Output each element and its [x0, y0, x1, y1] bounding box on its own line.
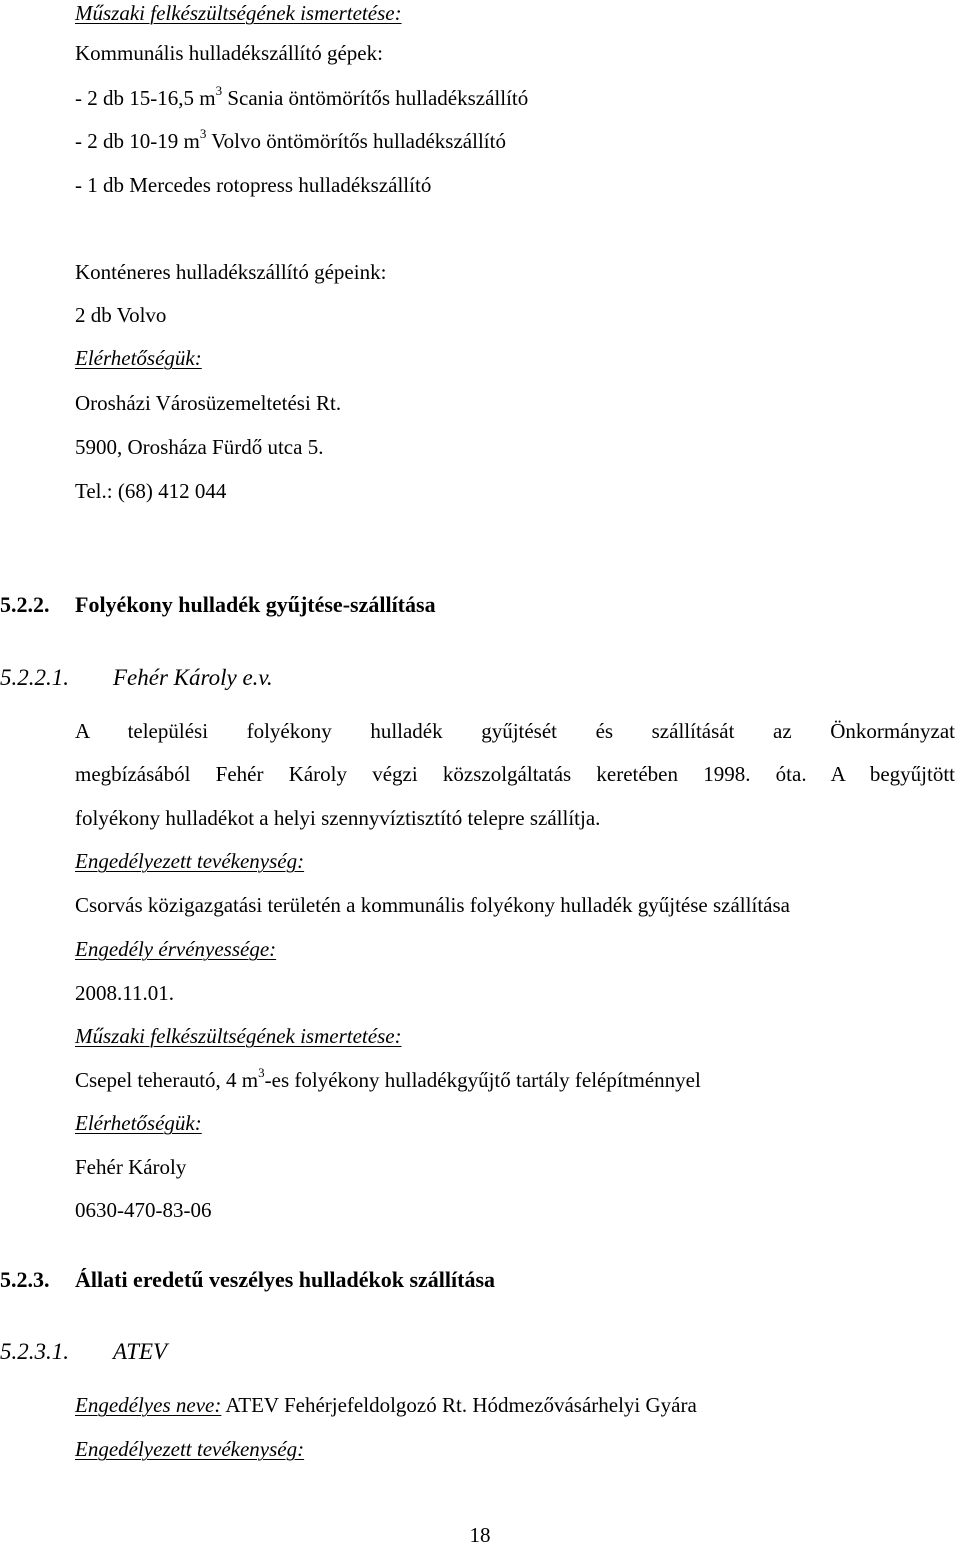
company-name: Orosházi Városüzemeltetési Rt. — [75, 391, 342, 415]
machine-item-2 — [75, 128, 506, 154]
csepel-sup: 3 — [258, 1065, 265, 1080]
section-title: Állati eredetű veszélyes hulladékok szállítása — [75, 1267, 496, 1292]
machine-1-post: Scania öntömörítős hulladékszállító — [222, 86, 529, 110]
company-address: 5900, Orosháza Fürdő utca 5. — [75, 435, 324, 459]
contact-heading-2: Elérhetőségük: — [75, 1111, 202, 1135]
section-heading-523 — [0, 1267, 495, 1293]
subsection-number: 5.2.3.1. — [0, 1339, 69, 1364]
subsection-title: ATEV — [113, 1339, 168, 1364]
vehicle-description — [75, 1067, 701, 1093]
paragraph-line-2: megbízásából Fehér Károly végzi közszolgáltatás keretében 1998. óta. A begyűjtött — [75, 762, 955, 786]
tech-heading-1: Műszaki felkészültségének ismertetése: — [75, 1, 402, 25]
machine-1-sup: 3 — [215, 83, 223, 98]
section-heading-522 — [0, 592, 436, 618]
machine-2-sup: 3 — [199, 126, 207, 141]
csepel-pre: Csepel teherautó, 4 m — [75, 1068, 259, 1092]
subsection-heading-5221 — [0, 665, 273, 691]
container-item: 2 db Volvo — [75, 303, 167, 327]
company-phone: Tel.: (68) 412 044 — [75, 479, 227, 503]
section-number: 5.2.2. — [0, 592, 50, 617]
machine-2-post: Volvo öntömörítős hulladékszállító — [206, 129, 506, 153]
subsection-heading-5231 — [0, 1339, 167, 1365]
validity-heading: Engedély érvényessége: — [75, 937, 277, 961]
tech-heading-2: Műszaki felkészültségének ismertetése: — [75, 1024, 402, 1048]
section-number: 5.2.3. — [0, 1267, 50, 1292]
subsection-number: 5.2.2.1. — [0, 665, 69, 690]
machine-item-1 — [75, 85, 528, 111]
csepel-post: -es folyékony hulladékgyűjtő tartály felépítménnyel — [264, 1068, 701, 1092]
activity-heading-2: Engedélyezett tevékenység: — [75, 1437, 305, 1461]
licensee-line — [75, 1392, 697, 1418]
communal-title: Kommunális hulladékszállító gépek: — [75, 41, 383, 65]
section-title: Folyékony hulladék gyűjtése-szállítása — [75, 592, 436, 617]
container-title: Konténeres hulladékszállító gépeink: — [75, 260, 387, 284]
contact-heading-1: Elérhetőségük: — [75, 346, 202, 370]
activity-heading-1: Engedélyezett tevékenység: — [75, 849, 305, 873]
paragraph-line-3: folyékony hulladékot a helyi szennyvíztisztító telepre szállítja. — [75, 806, 601, 830]
machine-1-pre: - 2 db 15-16,5 m — [75, 86, 216, 110]
validity-date: 2008.11.01. — [75, 981, 174, 1005]
activity-text-1: Csorvás közigazgatási területén a kommunális folyékony hulladék gyűjtése szállítása — [75, 893, 790, 917]
licensee-value: ATEV Fehérjefeldolgozó Rt. Hódmezővásárhelyi Gyára — [221, 1393, 697, 1417]
page-number: 18 — [469, 1523, 491, 1547]
paragraph-line-1: A települési folyékony hulladék gyűjtését és szállítását az Önkormányzat — [75, 719, 955, 743]
machine-2-pre: - 2 db 10-19 m — [75, 129, 200, 153]
contact-name: Fehér Károly — [75, 1155, 187, 1179]
subsection-title: Fehér Károly e.v. — [113, 665, 273, 690]
machine-item-3: - 1 db Mercedes rotopress hulladékszállító — [75, 173, 432, 197]
licensee-label: Engedélyes neve: — [75, 1393, 222, 1417]
contact-phone: 0630-470-83-06 — [75, 1198, 212, 1222]
